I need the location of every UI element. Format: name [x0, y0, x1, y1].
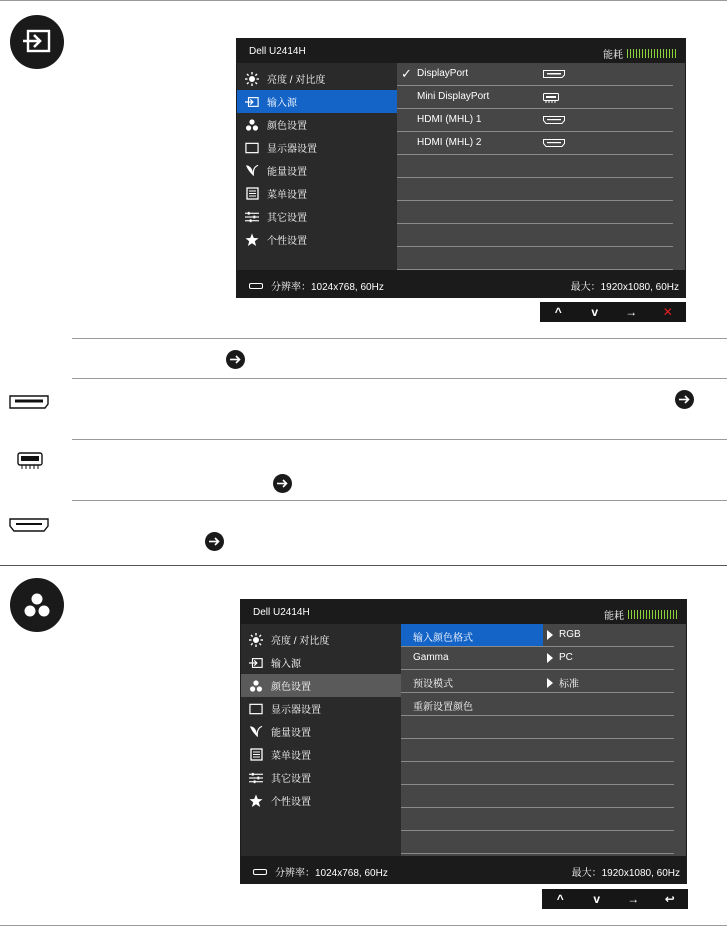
- menu-item[interactable]: [237, 136, 397, 159]
- osd-main-menu: [241, 624, 401, 856]
- go-arrow-icon[interactable]: [675, 390, 694, 409]
- menu-item-label: 亮度 / 对比度: [267, 75, 326, 86]
- option-label: Gamma: [413, 652, 449, 663]
- empty-row: [397, 201, 673, 224]
- right-arrow-icon[interactable]: →: [625, 305, 638, 319]
- osd-submenu: [397, 63, 685, 270]
- menu-item[interactable]: [241, 720, 401, 743]
- energy-icon: [249, 725, 263, 739]
- resolution-text: 分辨率：1024x768, 60Hz: [271, 282, 384, 293]
- energy-label: 能耗: [604, 611, 624, 622]
- option-label: 预设模式: [413, 679, 453, 690]
- star-icon: [245, 233, 259, 247]
- color-icon: [245, 118, 259, 132]
- input-source-option[interactable]: [397, 132, 673, 155]
- monitor-model: Dell U2414H: [253, 607, 310, 618]
- menu-item-label: 显示器设置: [271, 705, 321, 716]
- energy-meter: [604, 607, 678, 622]
- menu-item-label: 能量设置: [267, 167, 307, 178]
- option-value: [547, 675, 579, 690]
- energy-bars: [627, 49, 677, 58]
- menu-item-label: 个性设置: [271, 797, 311, 808]
- option-value: [547, 629, 581, 640]
- menu-item-label: 颜色设置: [267, 121, 307, 132]
- menu-item[interactable]: [241, 674, 401, 697]
- input-source-label: Mini DisplayPort: [417, 91, 490, 102]
- osd-header: [237, 39, 685, 63]
- option-label: 重新设置颜色: [413, 702, 473, 713]
- osd-footer: [241, 856, 686, 883]
- up-icon[interactable]: ^: [554, 305, 562, 319]
- max-resolution-text: 最大：1920x1080, 60Hz: [571, 868, 680, 879]
- osd-header: [241, 600, 686, 624]
- option-value-text: 标准: [559, 679, 579, 690]
- empty-row: [397, 247, 673, 270]
- right-arrow-icon[interactable]: →: [627, 892, 640, 906]
- menu-item[interactable]: [237, 90, 397, 113]
- option-value-text: PC: [559, 652, 573, 663]
- menu-item-label: 其它设置: [271, 774, 311, 785]
- menu-item-label: 输入源: [267, 98, 297, 109]
- osd-submenu: [401, 624, 686, 856]
- section-divider: [0, 565, 727, 566]
- input-source-section-icon: [10, 15, 64, 69]
- energy-icon: [245, 164, 259, 178]
- input-source-label: DisplayPort: [417, 68, 469, 79]
- empty-row: [401, 716, 674, 739]
- triangle-right-icon: [547, 678, 553, 688]
- empty-row: [401, 739, 674, 762]
- top-divider: [0, 0, 727, 1]
- up-icon[interactable]: ^: [556, 892, 564, 906]
- color-option-row[interactable]: [401, 647, 674, 670]
- menu-item[interactable]: [237, 113, 397, 136]
- menu-item[interactable]: [237, 182, 397, 205]
- mini-displayport-icon: [543, 93, 559, 106]
- color-icon: [249, 679, 263, 693]
- menu-item-label: 其它设置: [267, 213, 307, 224]
- display-icon: [245, 141, 259, 155]
- menu-item[interactable]: [237, 67, 397, 90]
- brightness-icon: [245, 72, 259, 86]
- input-source-option[interactable]: [397, 109, 673, 132]
- menu-item-label: 菜单设置: [267, 190, 307, 201]
- other-settings-icon: [249, 771, 263, 785]
- input-source-option[interactable]: [397, 63, 673, 86]
- menu-item-label: 颜色设置: [271, 682, 311, 693]
- empty-row: [401, 762, 674, 785]
- checkmark-icon: ✓: [401, 66, 412, 81]
- hdmi-port-icon: [9, 518, 49, 537]
- color-option-row[interactable]: [401, 693, 674, 716]
- monitor-model: Dell U2414H: [249, 46, 306, 57]
- option-value: [547, 652, 573, 663]
- resolution-text: 分辨率：1024x768, 60Hz: [275, 868, 388, 879]
- row-divider: [72, 378, 727, 379]
- display-icon: [249, 702, 263, 716]
- row-divider: [72, 338, 727, 339]
- input-source-label: HDMI (MHL) 2: [417, 137, 482, 148]
- menu-item[interactable]: [241, 743, 401, 766]
- empty-row: [397, 178, 673, 201]
- menu-item[interactable]: [241, 789, 401, 812]
- menu-icon: [249, 748, 263, 762]
- hdmi-icon: [543, 116, 565, 127]
- menu-item-label: 能量设置: [271, 728, 311, 739]
- menu-icon: [245, 187, 259, 201]
- osd-main-menu: [237, 63, 397, 270]
- triangle-right-icon: [547, 653, 553, 663]
- color-settings-section-icon: [10, 578, 64, 632]
- color-option-row[interactable]: [401, 670, 674, 693]
- menu-item-label: 显示器设置: [267, 144, 317, 155]
- close-icon[interactable]: ✕: [662, 305, 673, 319]
- go-arrow-icon[interactable]: [226, 350, 245, 369]
- triangle-right-icon: [547, 630, 553, 640]
- displayport-icon: [543, 70, 565, 81]
- osd-nav-buttons: [542, 889, 688, 909]
- row-divider: [72, 500, 727, 501]
- osd-input-source-menu: [236, 38, 686, 298]
- energy-meter: [603, 46, 677, 61]
- empty-row: [397, 155, 673, 178]
- empty-row: [397, 224, 673, 247]
- input-source-option[interactable]: [397, 86, 673, 109]
- osd-footer: [237, 270, 685, 297]
- other-settings-icon: [245, 210, 259, 224]
- current-resolution: [253, 864, 388, 879]
- energy-bars: [628, 610, 678, 619]
- menu-item[interactable]: [237, 228, 397, 251]
- menu-item[interactable]: [241, 766, 401, 789]
- menu-item[interactable]: [241, 628, 401, 651]
- hdmi-icon: [253, 869, 267, 875]
- back-icon[interactable]: ↩: [664, 892, 675, 906]
- input-source-icon: [245, 95, 259, 109]
- option-value-text: RGB: [559, 629, 581, 640]
- menu-item[interactable]: [241, 697, 401, 720]
- osd-color-settings-menu: [240, 599, 687, 884]
- empty-row: [401, 808, 674, 831]
- brightness-icon: [249, 633, 263, 647]
- empty-row: [401, 785, 674, 808]
- star-icon: [249, 794, 263, 808]
- hdmi-icon: [249, 283, 263, 289]
- bottom-divider: [0, 925, 727, 926]
- row-divider: [72, 439, 727, 440]
- osd-nav-buttons: [540, 302, 686, 322]
- menu-item[interactable]: [237, 205, 397, 228]
- menu-item-label: 个性设置: [267, 236, 307, 247]
- color-option-row[interactable]: [401, 624, 674, 647]
- down-icon[interactable]: v: [591, 305, 599, 319]
- input-source-label: HDMI (MHL) 1: [417, 114, 482, 125]
- max-resolution-text: 最大：1920x1080, 60Hz: [570, 282, 679, 293]
- go-arrow-icon[interactable]: [273, 474, 292, 493]
- menu-item-label: 亮度 / 对比度: [271, 636, 330, 647]
- displayport-icon: [9, 395, 49, 414]
- hdmi-icon: [543, 139, 565, 150]
- empty-row: [401, 831, 674, 854]
- go-arrow-icon[interactable]: [205, 532, 224, 551]
- menu-item[interactable]: [237, 159, 397, 182]
- mini-displayport-icon: [17, 452, 43, 475]
- input-source-icon: [249, 656, 263, 670]
- current-resolution: [249, 278, 384, 293]
- menu-item-label: 输入源: [271, 659, 301, 670]
- menu-item[interactable]: [241, 651, 401, 674]
- menu-item-label: 菜单设置: [271, 751, 311, 762]
- energy-label: 能耗: [603, 50, 623, 61]
- option-label: 输入颜色格式: [413, 633, 473, 644]
- down-icon[interactable]: v: [593, 892, 601, 906]
